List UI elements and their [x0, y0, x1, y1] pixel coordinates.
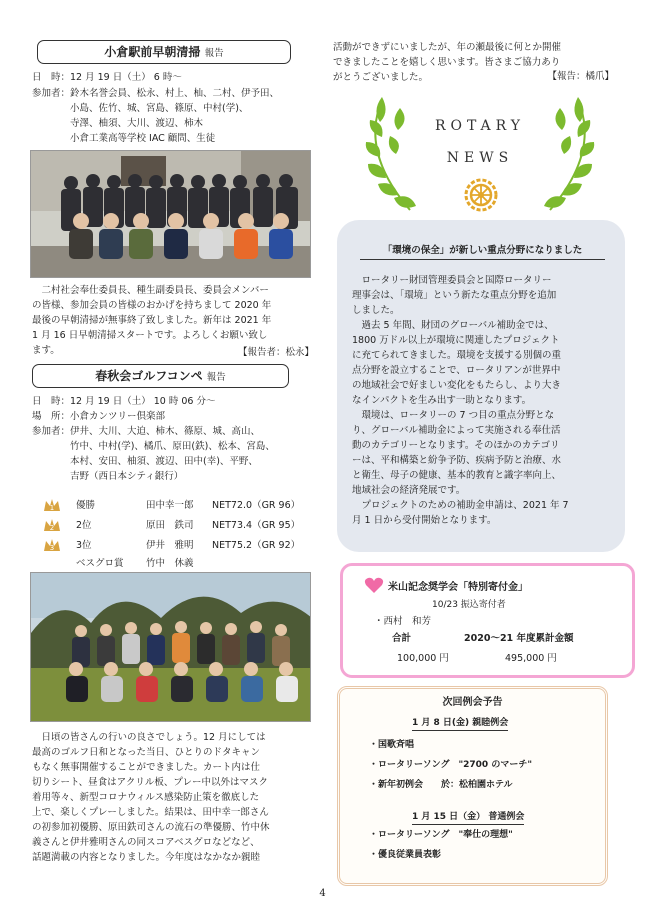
body-line: 活動ができずにいましたが、年の瀬最後に何とか開催	[333, 42, 562, 53]
body-line: 1800 万ドル以上が環境に関連したプロジェクト	[352, 335, 560, 346]
rotary-word: ROTARY	[434, 118, 526, 134]
next-meeting-title: 次回例会予告	[442, 697, 503, 708]
cleanup-title-box	[37, 40, 291, 64]
body-line: がとうございました。	[333, 72, 429, 83]
body-line: 切りシート、昼食はアクリル板、プレー中以外はマスク	[32, 777, 268, 788]
donation-sub: 10/23 振込寄付者	[432, 600, 506, 610]
meeting-item: ・ロータリーソング "奉仕の理想"	[369, 830, 513, 840]
result-row	[42, 496, 312, 516]
body-line: 点分野を設立することで、ロータリアンが世界中	[352, 365, 561, 376]
result-name: 原田 鉄司	[146, 520, 194, 531]
golf-info	[32, 394, 275, 484]
donation-total-label: 合計	[392, 633, 412, 644]
body-line: 理事会は、「環境」という新たな重点分野を追加	[352, 290, 557, 301]
info-line: 本村、安田、柚須、渡辺、田中(幸)、平野、	[32, 456, 258, 467]
result-rank: ベスグロ賞	[76, 558, 124, 569]
body-line: 月 1 日から受付開始となります。	[352, 515, 497, 526]
info-line: 日 時：12 月 19 日（土） 10 時 06 分～	[32, 396, 216, 407]
medal-crown-icon	[42, 497, 62, 515]
body-line: できましたことを嬉しく思います。皆さまご協力あり	[333, 57, 561, 68]
result-name: 竹中 休義	[146, 558, 194, 569]
result-rank: 2位	[76, 520, 92, 531]
body-line: 環境は、ロータリーの 7 つ目の重点分野とな	[352, 410, 555, 421]
attendee-line: 参加者：鈴木名誉会員、松永、村上、杣、二村、伊予田、	[32, 88, 280, 99]
body-line: の初参加初優勝、原田鉄司さんの流石の準優勝、竹中休	[32, 822, 270, 833]
body-line: しました。	[352, 305, 400, 316]
body-line: り、グローバル補助金によって実施される奉仕活	[352, 425, 561, 436]
golf-group-illustration	[31, 573, 311, 722]
attendee-line: 小倉工業高等学校 IAC 顧問、生徒	[32, 133, 216, 144]
page-number: 4	[319, 888, 326, 899]
info-line: 吉野（西日本シティ銀行）	[32, 471, 184, 482]
body-line: なインパクトを生み出す一助となります。	[352, 395, 532, 406]
cleanup-attendees	[32, 86, 279, 146]
meeting-date-2: 1 月 15 日（金） 普通例会	[412, 810, 524, 825]
golf-body	[32, 730, 314, 865]
meeting-item: ・優良従業員表彰	[369, 850, 442, 860]
body-line: 過去 5 年間、財団のグローバル補助金では、	[352, 320, 554, 331]
body-line: ーは、平和構築と紛争予防、疾病予防と治療、水	[352, 455, 562, 466]
body-line: 二村社会奉仕委員長、種生副委員長、委員会メンバー	[32, 285, 269, 296]
golf-report-tag: 報告	[206, 372, 226, 383]
meeting-item: ・国歌斉唱	[369, 740, 415, 750]
result-rank: 3位	[76, 540, 92, 551]
medal-crown-icon	[42, 517, 62, 535]
attendee-line: 寺澤、柚須、大川、渡辺、柿木	[32, 118, 204, 129]
donation-donor: ・西村 和芳	[374, 616, 432, 627]
body-line: 義さんと伊井雅明さんの同スコアベスグロなどなど、	[32, 837, 260, 848]
body-line: 最高のゴルフ日和となった当日、ひとりのドタキャン	[32, 747, 261, 758]
meeting-item: ・新年初例会 於：松柏園ホテル	[369, 780, 513, 790]
news-word: NEWS	[446, 150, 514, 166]
rotary-wheel-icon	[464, 178, 498, 212]
cleanup-title: 小倉駅前早朝清掃	[104, 45, 201, 59]
attendee-line: 小島、佐竹、城、宮島、篠原、中村(学)、	[32, 103, 249, 114]
result-name: 伊井 雅明	[146, 540, 194, 551]
body-line: 話題満載の内容となりました。今年度はなかなか親睦	[32, 852, 261, 863]
body-line: ロータリー財団管理委員会と国際ロータリー	[352, 275, 552, 286]
medal-number: 3	[49, 544, 55, 552]
meeting-items-2	[369, 828, 513, 862]
body-line: プロジェクトのための補助金申請は、2021 年 7	[352, 500, 569, 511]
cleanup-reporter: 【報告者：松永】	[237, 347, 314, 358]
result-score: NET73.4（GR 95）	[212, 520, 301, 531]
donation-cumulative: 495,000 円	[505, 653, 557, 664]
meeting-item: ・ロータリーソング "2700 のマーチ"	[369, 760, 533, 770]
body-line: 地域社会の経済発展です。	[352, 485, 466, 496]
info-line: 参加者：伊井、大川、大迫、柿木、篠原、城、高山、	[32, 426, 261, 437]
golf-results	[42, 496, 312, 574]
body-line: の地域社会で好ましい変化をもたらし、より大き	[352, 380, 562, 391]
body-line: 最後の早朝清掃が無事終了致しました。新年は 2021 年	[32, 315, 272, 326]
body-line: の皆様、参加会員の皆様のおかげを持ちまして 2020 年	[32, 300, 272, 311]
golf-photo	[30, 572, 311, 722]
heart-icon	[364, 576, 384, 594]
body-line: に充てられてきました。環境を支援する別個の重	[352, 350, 562, 361]
body-line: 日頃の皆さんの行いの良さでしょう。12 月にしては	[32, 732, 266, 743]
golf-title: 春秋会ゴルフコンペ	[95, 369, 203, 383]
result-row	[42, 516, 312, 536]
medal-number: 1	[49, 504, 55, 512]
body-line: もなく無事開催することができました。カート内は仕	[32, 762, 261, 773]
cleanup-group-illustration	[31, 151, 311, 278]
body-line: ます。	[32, 345, 60, 356]
donation-amount: 100,000 円	[397, 653, 449, 664]
info-line: 場 所：小倉カンツリー倶楽部	[32, 411, 166, 422]
cleanup-date: 日 時：12 月 19 日（土） 6 時～	[32, 72, 182, 83]
body-line: 上で、楽しくプレーしました。結果は、田中幸一郎さん	[32, 807, 269, 818]
body-line: 動のカテゴリーとなります。そのほかのカテゴリ	[352, 440, 560, 451]
cleanup-report-tag: 報告	[204, 48, 224, 59]
result-score: NET75.2（GR 92）	[212, 540, 301, 551]
body-line: 着用等々、新型コロナウィルス感染防止策を徹底した	[32, 792, 260, 803]
environment-body	[352, 273, 614, 528]
body-line: と衛生、母子の健康、基本的教育と識字率向上、	[352, 470, 562, 481]
result-row	[42, 536, 312, 556]
donation-cumulative-label: 2020～21 年度累計金額	[464, 633, 574, 644]
cleanup-photo	[30, 150, 311, 278]
golf-title-box	[32, 364, 289, 388]
info-line: 竹中、中村(学)、橘爪、原田(鉄)、松本、宮島、	[32, 441, 275, 452]
result-score: NET72.0（GR 96）	[212, 500, 301, 511]
meeting-items-1	[369, 738, 532, 792]
medal-crown-icon	[42, 537, 62, 555]
donation-title: 米山記念奨学会「特別寄付金」	[388, 582, 528, 593]
result-rank: 優勝	[76, 500, 96, 511]
environment-heading: 「環境の保全」が新しい重点分野になりました	[360, 243, 605, 260]
golf-reporter: 【報告：橘爪】	[547, 71, 614, 82]
meeting-date-1: 1 月 8 日(金) 親睦例会	[412, 716, 508, 731]
medal-number: 2	[49, 524, 55, 532]
result-name: 田中幸一郎	[146, 500, 194, 511]
body-line: 1 月 16 日早朝清掃スタートです。よろしくお願い致し	[32, 330, 268, 341]
